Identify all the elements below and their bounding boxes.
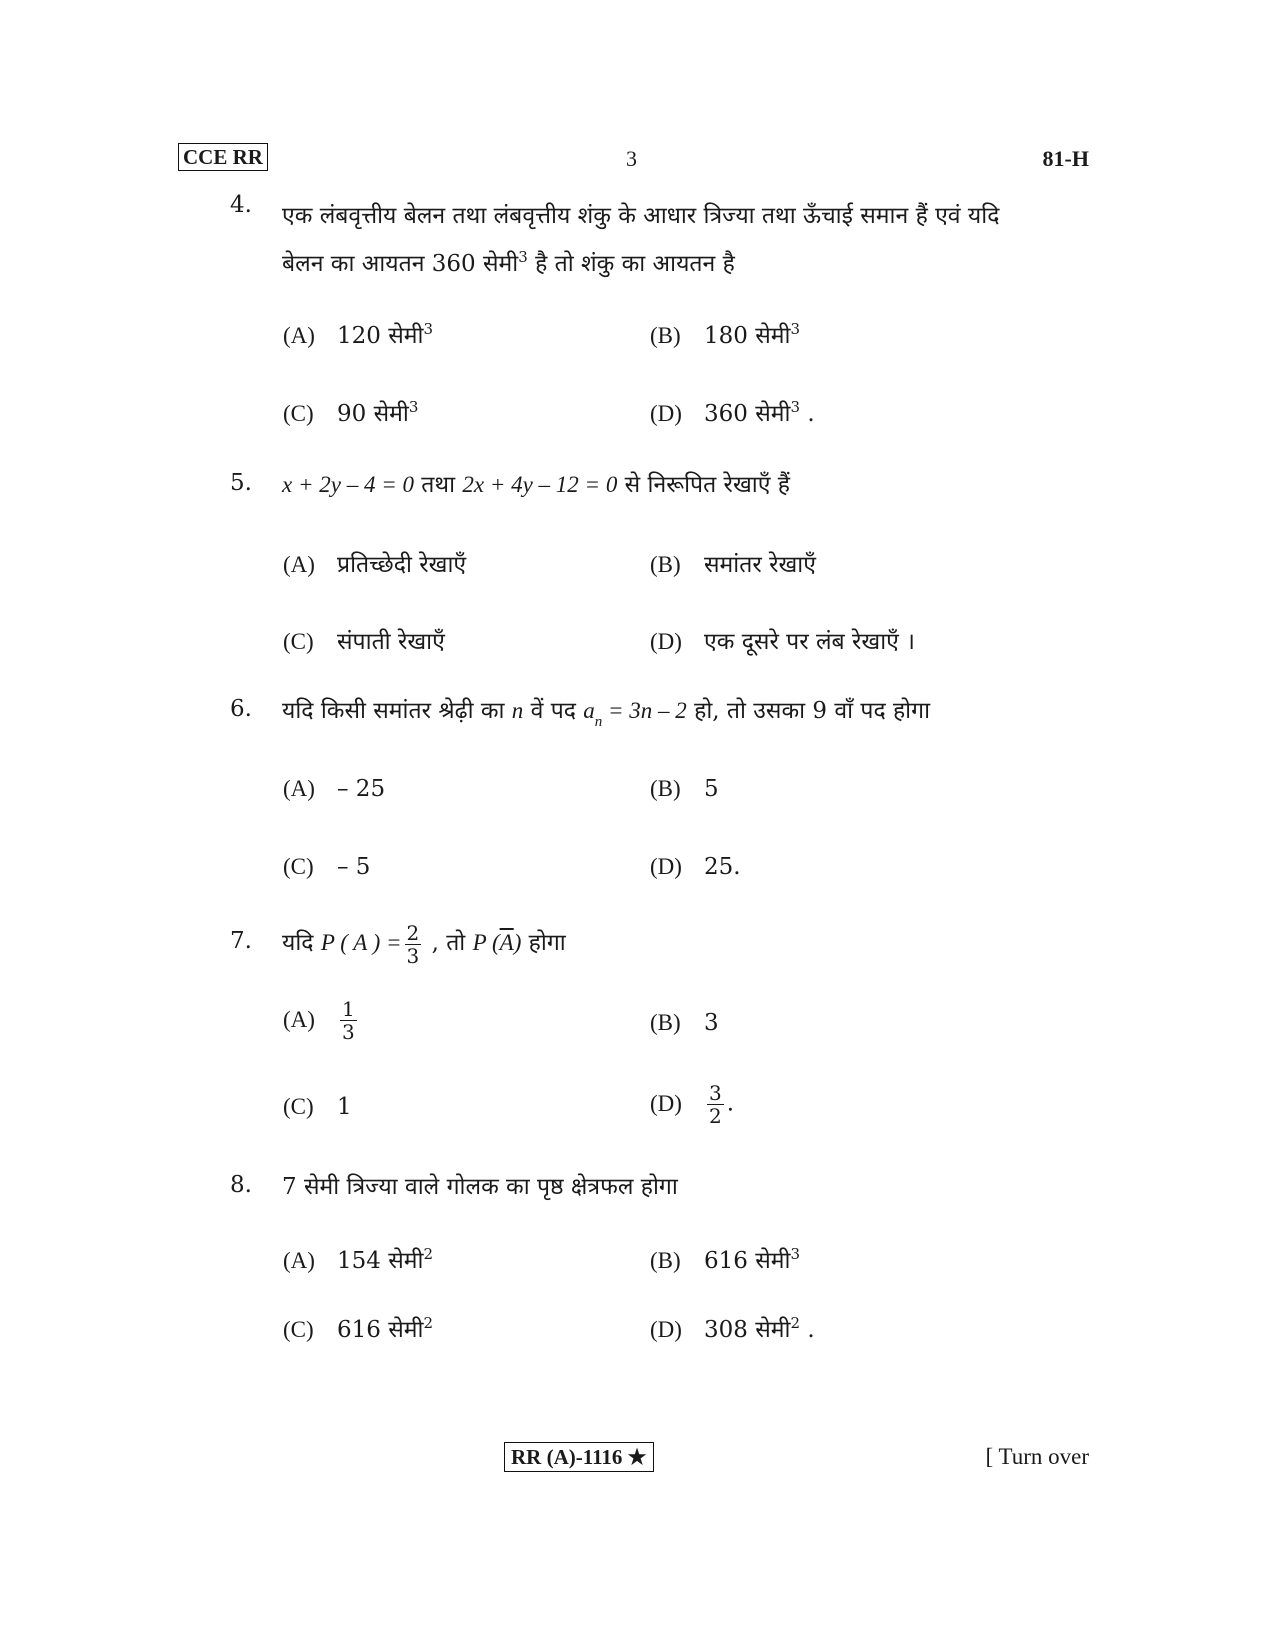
question-number: 4.	[230, 192, 252, 218]
q4-option-d[interactable]: (D) 360 सेमी$^3$ .	[650, 398, 815, 427]
q5-option-b[interactable]: (B) समांतर रेखाएँ	[650, 552, 816, 578]
question-line-2: बेलन का आयतन 360 सेमी$^3$ है तो शंकु का आयतन है	[282, 248, 735, 277]
q4-option-c[interactable]: (C) 90 सेमी$^3$	[283, 398, 419, 427]
star-icon: ★	[627, 1445, 647, 1469]
q6-option-d[interactable]: (D) 25.	[650, 854, 741, 880]
turn-over-text: [ Turn over	[985, 1444, 1089, 1469]
q7-option-c[interactable]: (C) 1	[283, 1094, 352, 1120]
q7-option-b[interactable]: (B) 3	[650, 1010, 719, 1036]
q6-option-a[interactable]: (A) – 25	[283, 776, 386, 802]
q8-option-b[interactable]: (B) 616 सेमी$^3$	[650, 1245, 801, 1274]
question-line-1: एक लंबवृत्तीय बेलन तथा लंबवृत्तीय शंकु के आधार त्रिज्या तथा ऊँचाई समान हैं एवं यदि	[282, 203, 1000, 229]
q5-option-d[interactable]: (D) एक दूसरे पर लंब रेखाएँ ।	[650, 629, 915, 655]
q5-option-c[interactable]: (C) संपाती रेखाएँ	[283, 629, 445, 655]
question-number: 6.	[230, 696, 252, 722]
question-text: 7 सेमी त्रिज्या वाले गोलक का पृष्ठ क्षेत्रफल होगा	[282, 1174, 678, 1200]
page-number: 3	[626, 146, 637, 171]
question-number: 7.	[230, 928, 252, 954]
exam-code-box: CCE RR	[178, 143, 268, 171]
q8-option-c[interactable]: (C) 616 सेमी$^2$	[283, 1314, 434, 1343]
fraction: $\frac{2}{3}$	[406, 920, 420, 968]
q8-option-a[interactable]: (A) 154 सेमी$^2$	[283, 1245, 434, 1274]
question-number: 5.	[230, 470, 252, 496]
paper-code: 81-H	[1042, 146, 1089, 171]
q8-option-d[interactable]: (D) 308 सेमी$^2$ .	[650, 1314, 815, 1343]
question-text: x + 2y – 4 = 0 तथा 2x + 4y – 12 = 0 से निरूपित रेखाएँ हैं	[282, 472, 790, 498]
q6-option-b[interactable]: (B) 5	[650, 776, 719, 802]
footer-code-box: RR (A)-1116 ★	[504, 1442, 654, 1472]
fraction: $\frac{3}{2}$	[709, 1081, 722, 1128]
question-text	[282, 192, 1082, 288]
q4-option-b[interactable]: (B) 180 सेमी$^3$	[650, 320, 801, 349]
question-number: 8.	[230, 1172, 252, 1198]
q6-option-c[interactable]: (C) – 5	[283, 854, 371, 880]
q7-option-d[interactable]: (D) $\frac{3}{2}$ .	[650, 1081, 735, 1128]
fraction: $\frac{1}{3}$	[342, 997, 355, 1044]
q4-option-a[interactable]: (A) 120 सेमी$^3$	[283, 320, 434, 349]
q7-option-a[interactable]: (A) $\frac{1}{3}$	[283, 997, 355, 1044]
question-text: यदि P ( A ) = $\frac{2}{3}$ , तो P $(\overline{A})$ होगा	[282, 920, 566, 968]
question-text: यदि किसी समांतर श्रेढ़ी का n वें पद $a_n = 3n - 2$ हो, तो उसका 9 वाँ पद होगा	[282, 698, 931, 730]
q5-option-a[interactable]: (A) प्रतिच्छेदी रेखाएँ	[283, 552, 467, 578]
